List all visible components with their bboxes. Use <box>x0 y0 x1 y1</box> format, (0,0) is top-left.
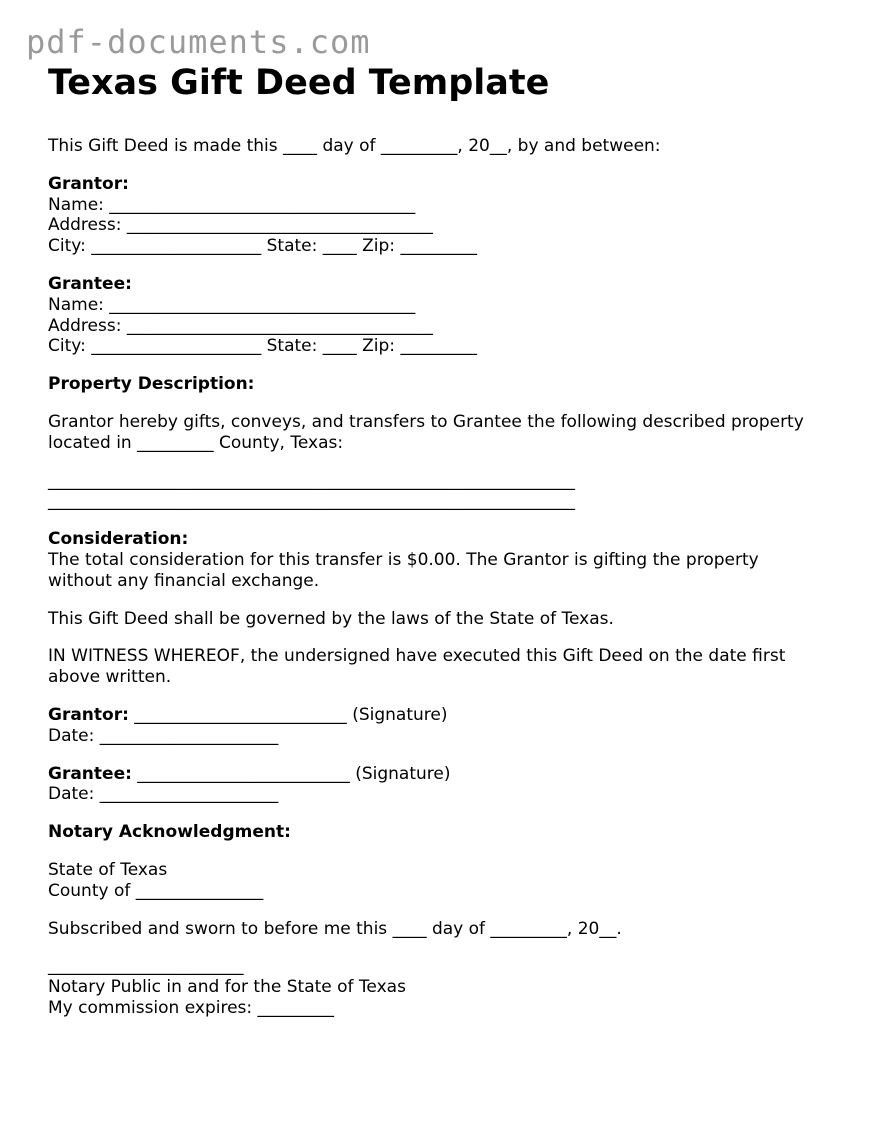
witness-text-line-2: above written. <box>48 667 172 688</box>
grantee-section <box>48 274 848 357</box>
property-text-line-2: located in _________ County, Texas: <box>48 432 344 453</box>
intro-text: This Gift Deed is made this ____ day of _________, 20__, by and between: <box>48 136 661 156</box>
notary-county-field: County of _______________ <box>48 880 264 901</box>
grantor-section <box>48 174 848 257</box>
grantor-signature-line <box>48 705 848 726</box>
notary-commission-field: My commission expires: _________ <box>48 997 335 1018</box>
grantee-date-field: Date: _____________________ <box>48 784 279 805</box>
grantee-heading: Grantee: <box>48 273 132 294</box>
notary-signature-line: _______________________ <box>48 956 244 977</box>
grantor-city-field: City: ____________________ State: ____ Zip: _________ <box>48 236 477 257</box>
property-text-line-1: Grantor hereby gifts, conveys, and transfers to Grantee the following described property <box>48 411 804 432</box>
notary-public-text: Notary Public in and for the State of Texas <box>48 977 406 998</box>
page-title: Texas Gift Deed Template <box>48 63 550 103</box>
grantor-date-field: Date: _____________________ <box>48 725 279 746</box>
governing-law-text: This Gift Deed shall be governed by the laws of the State of Texas. <box>48 608 614 629</box>
grantee-city-field: City: ____________________ State: ____ Zip: _________ <box>48 336 477 357</box>
property-blank-line-2: ______________________________________________________________ <box>48 491 575 512</box>
notary-state: State of Texas <box>48 859 168 880</box>
grantee-signature-label: Grantee: <box>48 763 132 784</box>
consideration-heading: Consideration: <box>48 529 189 550</box>
notary-sworn-text: Subscribed and sworn to before me this ____ day of _________, 20__. <box>48 918 622 939</box>
grantee-signature-line <box>48 764 848 785</box>
watermark: pdf-documents.com <box>26 23 371 61</box>
grantor-heading: Grantor: <box>48 173 129 194</box>
grantor-name-field: Name: ____________________________________ <box>48 194 416 215</box>
grantee-signature-blank: _________________________ (Signature) <box>131 763 451 784</box>
property-blank-line-1: ______________________________________________________________ <box>48 470 575 491</box>
notary-heading: Notary Acknowledgment: <box>48 822 291 843</box>
grantor-signature-label: Grantor: <box>48 704 129 725</box>
grantor-address-field: Address: ____________________________________ <box>48 215 433 236</box>
witness-text-line-1: IN WITNESS WHEREOF, the undersigned have executed this Gift Deed on the date first <box>48 646 786 667</box>
property-heading: Property Description: <box>48 374 255 395</box>
grantor-signature-blank: _________________________ (Signature) <box>128 704 448 725</box>
grantee-address-field: Address: ____________________________________ <box>48 315 433 336</box>
grantee-name-field: Name: ____________________________________ <box>48 294 416 315</box>
document-body <box>48 62 848 1019</box>
consideration-text-line-1: The total consideration for this transfer is $0.00. The Grantor is gifting the property <box>48 549 759 570</box>
consideration-text-line-2: without any financial exchange. <box>48 570 320 591</box>
